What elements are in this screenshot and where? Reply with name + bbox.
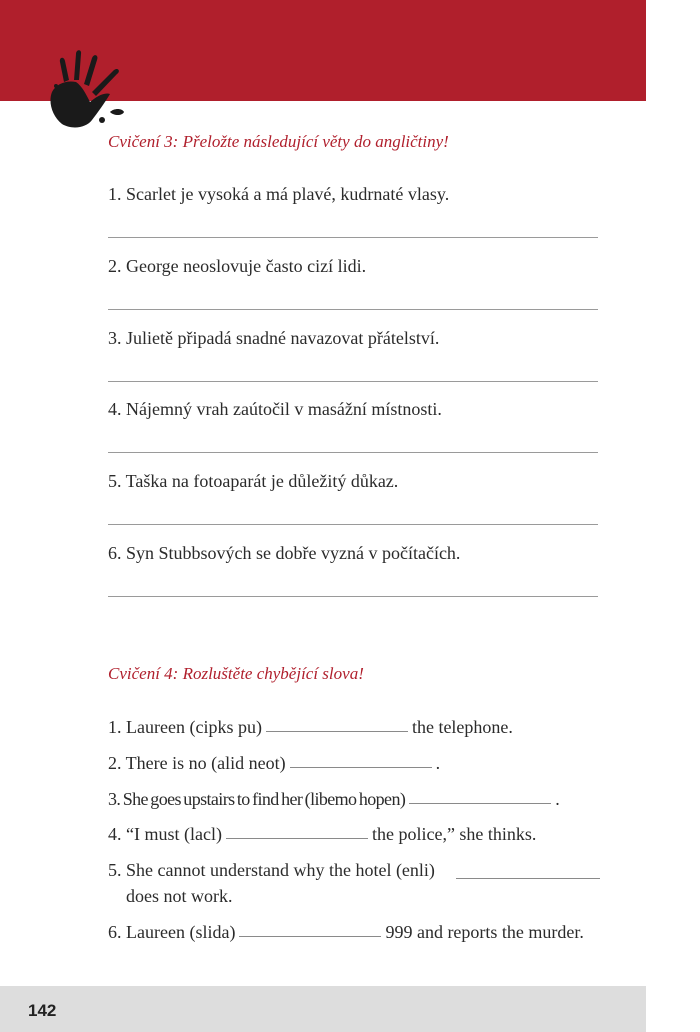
exercise4-item-3-prompt: 3. She goes upstairs to find her (libemo hopen)	[108, 789, 406, 809]
exercise4-item-2-end: .	[435, 753, 441, 773]
exercise3-answer-line-1[interactable]	[108, 237, 598, 238]
answer-blank[interactable]	[266, 730, 408, 732]
exercise3-sentence-3: 3. Julietě připadá snadné navazovat přátelství.	[108, 328, 440, 348]
answer-blank[interactable]	[456, 877, 600, 879]
exercise4-item-4-end: the police,” she thinks.	[371, 824, 537, 844]
exercise4-item-2	[108, 752, 440, 774]
answer-blank[interactable]	[409, 802, 551, 804]
exercise3-sentence-2: 2. George neoslovuje často cizí lidi.	[108, 256, 367, 276]
exercise4-item-4	[108, 823, 536, 845]
exercise4-item-6-prompt: 6. Laureen (slida)	[108, 922, 236, 942]
exercise4-item-5-line-2: does not work.	[126, 886, 233, 906]
answer-blank[interactable]	[226, 837, 368, 839]
exercise4-item-3-end: .	[555, 789, 560, 809]
exercise4-item-4-prompt: 4. “I must (lacl)	[108, 824, 222, 844]
answer-blank[interactable]	[290, 766, 432, 768]
answer-blank[interactable]	[239, 935, 381, 937]
footer-band	[0, 986, 646, 1032]
exercise4-item-5-line-1: 5. She cannot understand why the hotel (enli)	[108, 860, 435, 880]
exercise3-sentence-4: 4. Nájemný vrah zaútočil v masážní místnosti.	[108, 399, 442, 419]
exercise3-sentence-6: 6. Syn Stubbsových se dobře vyzná v počítačích.	[108, 543, 461, 563]
exercise3-answer-line-3[interactable]	[108, 381, 598, 382]
exercise3-heading: Cvičení 3: Přeložte následující věty do angličtiny!	[108, 132, 449, 151]
exercise4-item-1	[108, 716, 513, 738]
exercise3-sentence-1: 1. Scarlet je vysoká a má plavé, kudrnaté vlasy.	[108, 184, 450, 204]
exercise4-heading: Cvičení 4: Rozluštěte chybějící slova!	[108, 664, 364, 683]
exercise3-answer-line-2[interactable]	[108, 309, 598, 310]
exercise4-item-1-end: the telephone.	[411, 717, 513, 737]
handprint-icon	[44, 42, 132, 132]
page-number: 142	[28, 1001, 57, 1020]
exercise4-item-6	[108, 921, 584, 943]
exercise3-sentence-5: 5. Taška na fotoaparát je důležitý důkaz.	[108, 471, 399, 491]
exercise3-answer-line-6[interactable]	[108, 596, 598, 597]
exercise4-item-6-end: 999 and reports the murder.	[385, 922, 584, 942]
exercise3-answer-line-5[interactable]	[108, 524, 598, 525]
exercise4-item-3	[108, 788, 559, 810]
exercise4-item-2-prompt: 2. There is no (alid neot)	[108, 753, 286, 773]
exercise4-item-1-prompt: 1. Laureen (cipks pu)	[108, 717, 262, 737]
exercise3-answer-line-4[interactable]	[108, 452, 598, 453]
